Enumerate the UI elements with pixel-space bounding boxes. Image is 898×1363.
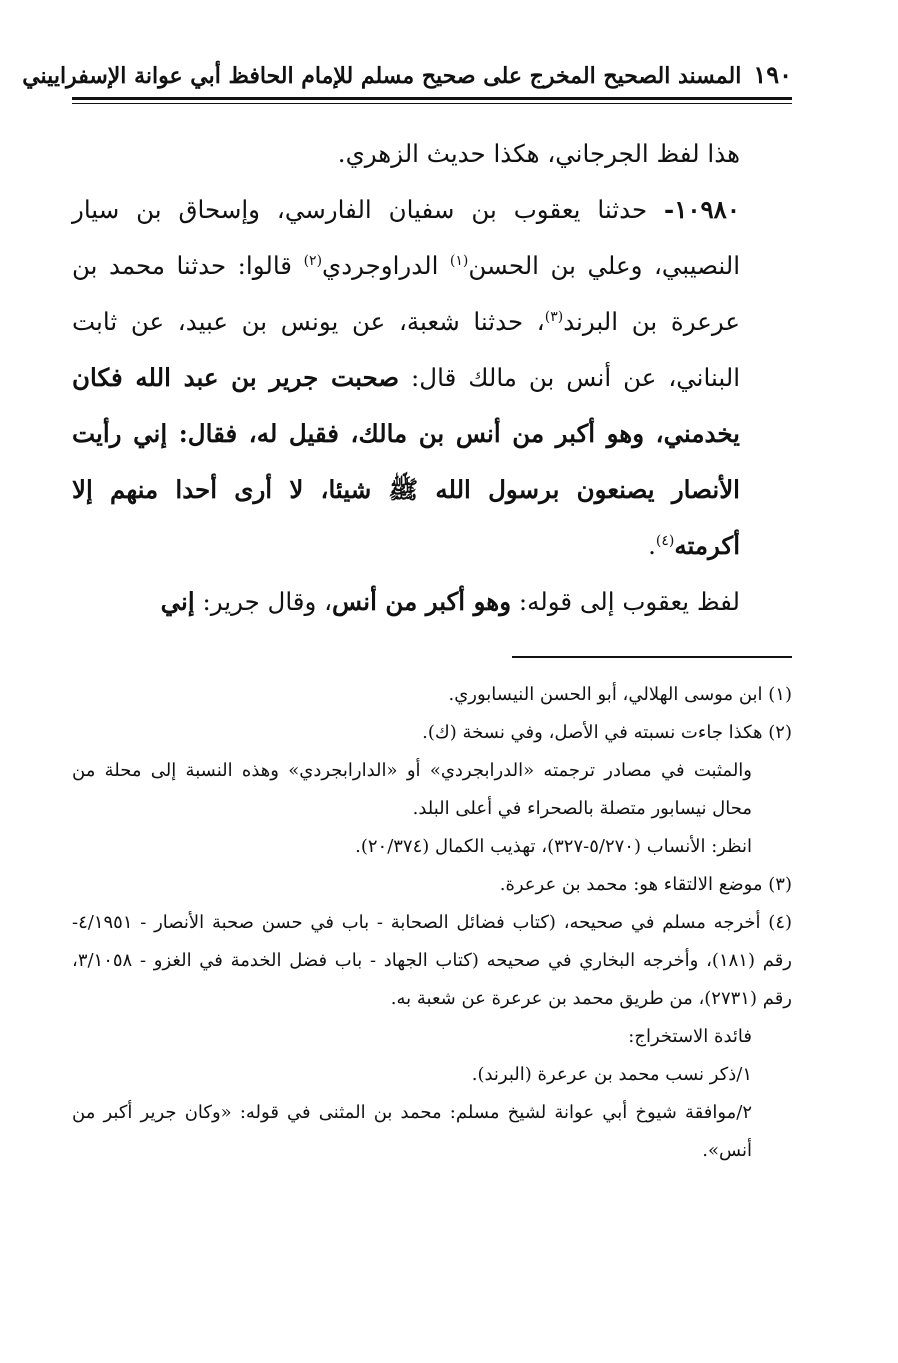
benefit-item-2: ٢/موافقة شيوخ أبي عوانة لشيخ مسلم: محمد بن المثنى في قوله: «وكان جرير أكبر من أنس». bbox=[72, 1102, 752, 1161]
running-title: المسند الصحيح المخرج على صحيح مسلم للإمام الحافظ أبي عوانة الإسفراييني bbox=[22, 63, 742, 89]
footnote-1: (١) ابن موسى الهلالي، أبو الحسن النيسابوري. bbox=[448, 684, 792, 705]
footnotes-section bbox=[72, 676, 792, 1170]
footnote-3: (٣) موضع الالتقاء هو: محمد بن عرعرة. bbox=[499, 874, 792, 895]
hadith-paragraph bbox=[72, 182, 792, 574]
intro-line: هذا لفظ الجرجاني، هكذا حديث الزهري. bbox=[337, 139, 740, 168]
header-rule-thick bbox=[72, 97, 792, 100]
closing-paragraph bbox=[72, 574, 792, 630]
hadith-matn: صحبت جرير بن عبد الله فكان يخدمني، وهو أكبر من أنس بن مالك، فقيل له، فقال: إني رأيت الأنصار يصنعون برسول الله ﷺ شيئا، لا أرى أحدا منهم إلا أكرمته bbox=[72, 363, 740, 560]
isnad-part-c: قالوا: حدثنا محمد بن عرعرة بن البرند bbox=[72, 251, 740, 336]
closing-part-a: لفظ يعقوب إلى قوله: bbox=[518, 587, 740, 616]
benefit-item-1: ١/ذكر نسب محمد بن عرعرة (البرند). bbox=[471, 1064, 752, 1085]
page-header bbox=[22, 60, 792, 95]
document-page bbox=[22, 60, 793, 1170]
footnote-2-reference: انظر: الأنساب (٥/٢٧٠-٣٢٧)، تهذيب الكمال (٢٠/٣٧٤). bbox=[355, 836, 752, 857]
header-rule-thin bbox=[72, 103, 792, 104]
matn-end-dot: . bbox=[648, 531, 656, 560]
isnad-part-b: الدراوجردي bbox=[322, 251, 439, 280]
page-number: ١٩٠ bbox=[753, 60, 792, 89]
closing-bold-a: وهو أكبر من أنس bbox=[332, 587, 512, 616]
footnote-ref-4[interactable]: (٤) bbox=[655, 532, 675, 549]
footnote-2: (٢) هكذا جاءت نسبته في الأصل، وفي نسخة (ك). bbox=[422, 722, 792, 743]
isnad-part-d: ، حدثنا شعبة، عن يونس بن عبيد، عن ثابت البناني، عن أنس بن مالك قال: bbox=[72, 307, 740, 392]
isnad-part-a: حدثنا يعقوب بن سفيان الفارسي، وإسحاق بن سيار النصيبي، وعلي بن الحسن bbox=[72, 195, 741, 280]
closing-part-b: ، وقال جرير: bbox=[202, 587, 333, 616]
footnote-ref-1[interactable]: (١) bbox=[449, 252, 469, 269]
footnote-separator bbox=[512, 656, 792, 658]
benefit-title: فائدة الاستخراج: bbox=[628, 1026, 752, 1047]
hadith-number: ١٠٩٨٠- bbox=[664, 195, 740, 224]
closing-bold-b: إني bbox=[160, 587, 195, 616]
footnote-2-continuation: والمثبت في مصادر ترجمته «الدرابجردي» أو «الدارابجردي» وهذه النسبة إلى محلة من محال نيسابور متصلة بالصحراء في أعلى البلد. bbox=[72, 760, 752, 819]
main-text bbox=[72, 126, 792, 630]
footnote-4: (٤) أخرجه مسلم في صحيحه، (كتاب فضائل الصحابة - باب في حسن صحبة الأنصار - ٤/١٩٥١- رقم (١٨١)، وأخرجه البخاري في صحيحه (كتاب الجهاد - باب فضل الخدمة في الغزو - ٣/١٠٥٨، رقم (٢٧٣١)، من طريق محمد بن عرعرة عن شعبة به. bbox=[72, 912, 793, 1009]
footnote-ref-3[interactable]: (٣) bbox=[544, 308, 564, 325]
footnote-ref-2[interactable]: (٢) bbox=[303, 252, 323, 269]
